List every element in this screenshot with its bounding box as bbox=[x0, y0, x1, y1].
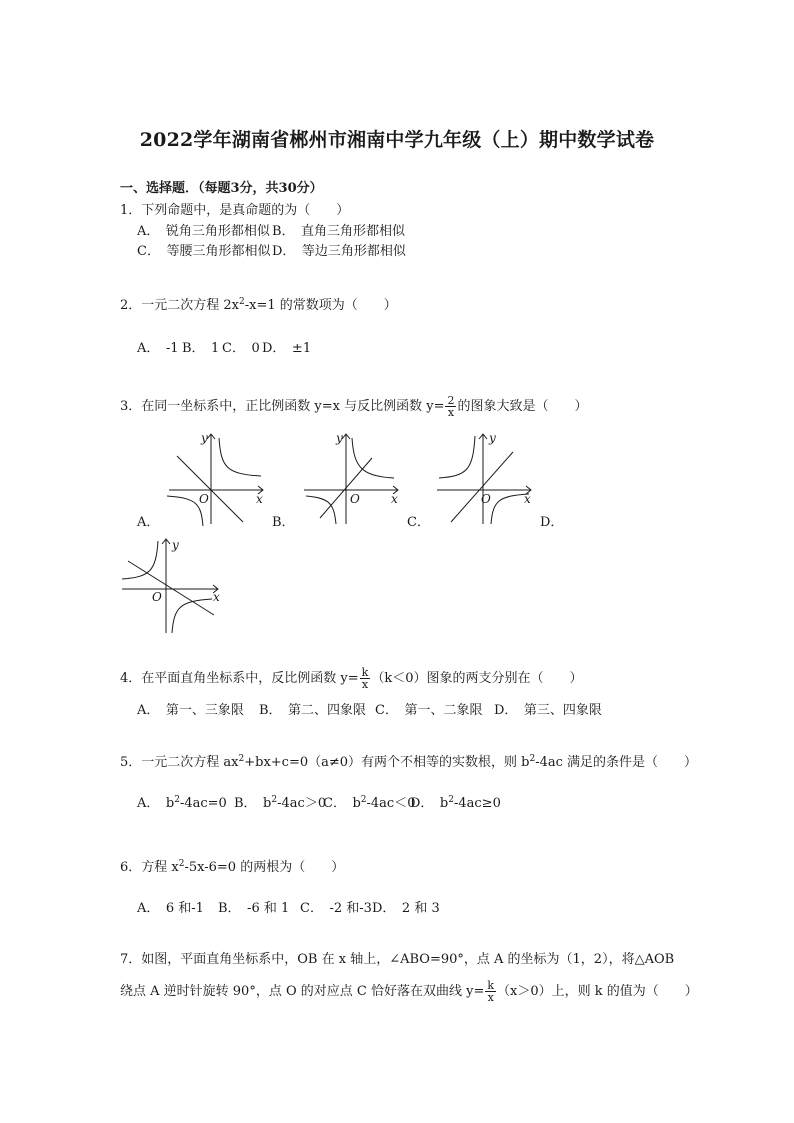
q3-graph-d-line bbox=[128, 561, 214, 615]
q4-option-c: C． 第一、二象限 bbox=[375, 703, 483, 718]
q2-option-b: B． 1 bbox=[182, 341, 220, 356]
q3-option-d: D． bbox=[540, 515, 564, 530]
q2-stem bbox=[120, 297, 397, 315]
q2-exponent: 2 bbox=[239, 297, 245, 307]
q4-option-d: D． 第三、四象限 bbox=[494, 703, 602, 718]
q3-graph-b-hyperbola-1 bbox=[352, 438, 394, 478]
q3-stem-post: 的图象大致是（ ） bbox=[457, 399, 588, 414]
q5-option-c-post: -4ac＜0 bbox=[366, 796, 416, 811]
q5-option-d-post: -4ac≥0 bbox=[453, 796, 501, 811]
q5-option-a-post: -4ac=0 bbox=[179, 796, 227, 811]
q6-stem-post: -5x-6=0 的两根为（ ） bbox=[184, 860, 345, 875]
q3-graph-c bbox=[433, 428, 543, 528]
q3-graph-d-x-label: x bbox=[213, 590, 220, 604]
q5-option-b bbox=[234, 795, 326, 813]
q3-graph-c-y-label: y bbox=[489, 431, 496, 445]
section-heading: 一、选择题．（每题3分，共30分） bbox=[120, 181, 323, 196]
q1-stem: 1．下列命题中，是真命题的为（ ） bbox=[120, 203, 350, 218]
q3-stem-pre: 3．在同一坐标系中，正比例函数 y=x 与反比例函数 y= bbox=[120, 399, 445, 414]
q2-option-c: C． 0 bbox=[222, 341, 260, 356]
q1-option-d: D． 等边三角形都相似 bbox=[272, 244, 406, 259]
q5-option-c bbox=[323, 795, 415, 813]
q6-option-d: D． 2 和 3 bbox=[372, 901, 440, 916]
q5-option-c-exp: 2 bbox=[360, 795, 367, 805]
q1-option-b: B． 直角三角形都相似 bbox=[272, 224, 406, 239]
q3-graph-d-origin: O bbox=[152, 590, 162, 604]
q3-graph-d bbox=[118, 535, 228, 635]
q2-option-a: A． -1 bbox=[137, 341, 179, 356]
q3-option-c: C． bbox=[407, 515, 430, 530]
q6-stem bbox=[120, 859, 344, 877]
q4-fraction-num: k bbox=[361, 666, 369, 679]
q7-stem-pre: 绕点 A 逆时针旋转 90°，点 O 的对应点 C 恰好落在双曲线 y= bbox=[120, 984, 485, 999]
q3-graph-a bbox=[165, 428, 275, 528]
q5-option-a-exp: 2 bbox=[174, 795, 180, 805]
q3-stem bbox=[120, 395, 588, 418]
q5-stem-post: -4ac 满足的条件是（ ） bbox=[535, 755, 698, 770]
q4-option-a: A． 第一、三象限 bbox=[137, 703, 244, 718]
q3-graph-d-y-label: y bbox=[172, 538, 179, 552]
q3-graph-a-origin: O bbox=[199, 492, 209, 506]
q7-fraction bbox=[485, 980, 496, 1003]
q3-graph-a-y-label: y bbox=[201, 431, 208, 445]
q3-graph-a-hyperbola-1 bbox=[219, 438, 261, 476]
q5-option-a bbox=[137, 795, 227, 813]
q3-fraction bbox=[445, 395, 456, 418]
q4-stem-post: （k＜0）图象的两支分别在（ ） bbox=[371, 671, 583, 686]
q4-fraction bbox=[360, 667, 371, 690]
q5-option-c-pre: C． b bbox=[323, 796, 361, 811]
q3-fraction-den: x bbox=[447, 406, 455, 419]
q6-option-b: B． -6 和 1 bbox=[218, 901, 290, 916]
q5-stem-mid: +bx+c=0（a≠0）有两个不相等的实数根，则 b bbox=[244, 755, 530, 770]
q2-stem-pre: 2．一元二次方程 2x bbox=[120, 298, 240, 313]
q3-graph-b-origin: O bbox=[350, 492, 360, 506]
q2-option-d: D． ±1 bbox=[262, 341, 312, 356]
q4-stem bbox=[120, 667, 582, 690]
q3-graph-b-x-label: x bbox=[391, 492, 398, 506]
q5-option-a-pre: A． b bbox=[137, 796, 175, 811]
q7-fraction-num: k bbox=[487, 979, 495, 992]
q5-option-b-post: -4ac＞0 bbox=[277, 796, 327, 811]
q3-fraction-num: 2 bbox=[447, 394, 455, 407]
q5-exponent-2: 2 bbox=[529, 754, 536, 764]
q3-graph-b-y-label: y bbox=[336, 431, 343, 445]
q5-option-d-exp: 2 bbox=[448, 795, 454, 805]
q3-graph-d-hyperbola-2 bbox=[172, 599, 212, 633]
q1-option-a: A． 锐角三角形都相似 bbox=[137, 224, 270, 239]
q5-option-d-pre: D． b bbox=[410, 796, 449, 811]
q5-stem bbox=[120, 754, 697, 772]
q6-option-c: C． -2 和-3 bbox=[300, 901, 372, 916]
q3-graph-b-hyperbola-2 bbox=[306, 496, 336, 524]
q3-graph-c-line bbox=[451, 452, 513, 522]
q5-option-d bbox=[410, 795, 501, 813]
q3-graph-c-origin: O bbox=[481, 492, 491, 506]
q3-graph-b bbox=[300, 428, 410, 528]
q3-option-b: B． bbox=[272, 515, 295, 530]
q3-graph-a-x-label: x bbox=[256, 492, 263, 506]
q3-graph-c-hyperbola-1 bbox=[439, 436, 475, 478]
q5-stem-pre: 5．一元二次方程 ax bbox=[120, 755, 239, 770]
q7-stem-post: （x＞0）上，则 k 的值为（ ） bbox=[497, 984, 698, 999]
exam-title: 2022学年湖南省郴州市湘南中学九年级（上）期中数学试卷 bbox=[139, 129, 655, 151]
q7-fraction-den: x bbox=[487, 991, 494, 1004]
q6-stem-pre: 6．方程 x bbox=[120, 860, 179, 875]
q5-option-b-exp: 2 bbox=[271, 795, 278, 805]
q3-graph-d-hyperbola-1 bbox=[122, 541, 158, 579]
q6-option-a: A． 6 和-1 bbox=[137, 901, 204, 916]
q7-stem-line2 bbox=[120, 980, 698, 1003]
q4-option-b: B． 第二、四象限 bbox=[259, 703, 367, 718]
q6-exponent: 2 bbox=[178, 859, 185, 869]
q3-option-a: A． bbox=[137, 515, 160, 530]
q7-stem-line1: 7．如图，平面直角坐标系中，OB 在 x 轴上，∠ABO=90°，点 A 的坐标为（1，2），将△AOB bbox=[120, 952, 675, 967]
q3-graph-a-hyperbola-2 bbox=[167, 496, 203, 526]
q3-graph-c-x-label: x bbox=[524, 492, 531, 506]
q4-fraction-den: x bbox=[361, 678, 369, 691]
q1-option-c: C． 等腰三角形都相似 bbox=[137, 244, 271, 259]
q2-stem-post: -x=1 的常数项为（ ） bbox=[244, 298, 397, 313]
q5-exponent-1: 2 bbox=[238, 754, 245, 764]
q3-graph-a-line bbox=[177, 456, 243, 522]
q4-stem-pre: 4．在平面直角坐标系中，反比例函数 y= bbox=[120, 671, 359, 686]
q5-option-b-pre: B． b bbox=[234, 796, 272, 811]
